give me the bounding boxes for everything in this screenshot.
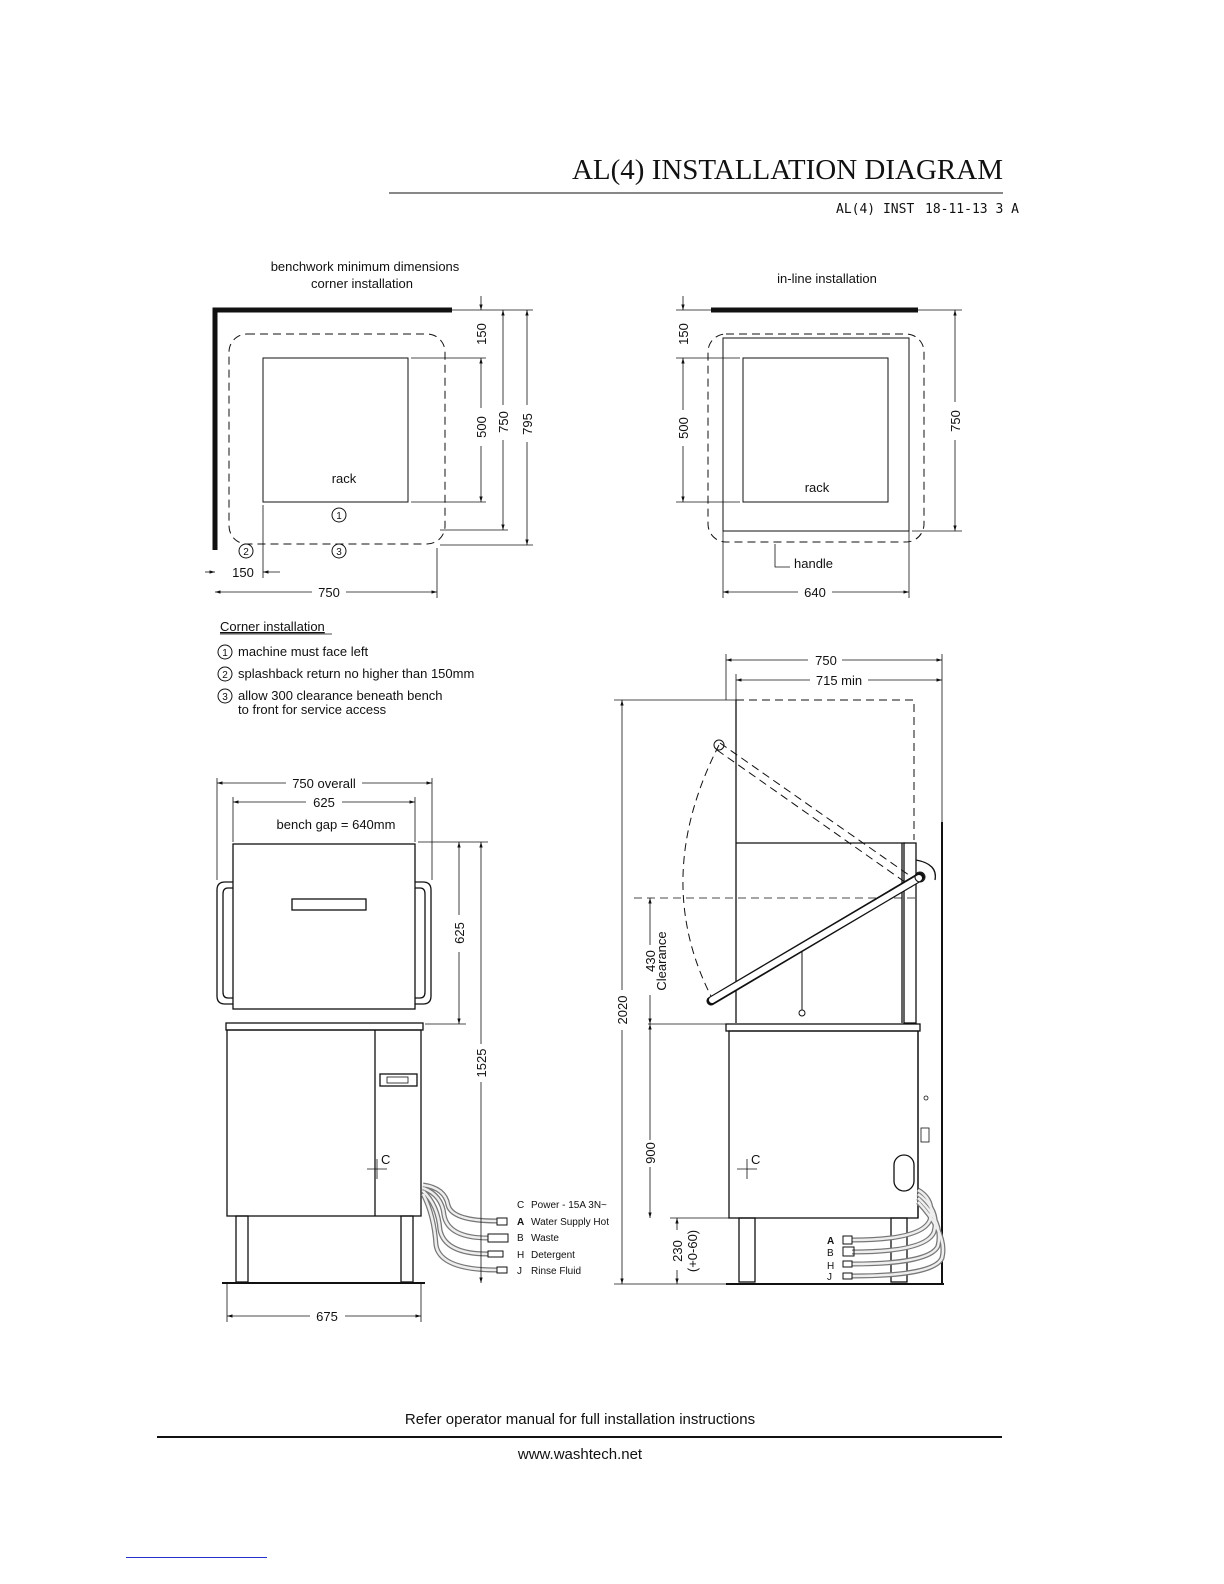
control-display: [387, 1077, 408, 1083]
corner-installation-notes: [218, 619, 474, 717]
front-conn-label-j: Rinse Fluid: [531, 1266, 582, 1277]
front-overall-dim-value: 750 overall: [292, 776, 356, 791]
side-conn-code-h: H: [827, 1261, 835, 1272]
front-left-leg: [236, 1216, 248, 1282]
marker-1-number: 1: [336, 511, 342, 522]
side-rear-leg: [739, 1218, 755, 1282]
side-cabinet: [729, 1031, 918, 1218]
top-dim-value: 150: [474, 323, 489, 345]
left-side-handle: [217, 882, 233, 1004]
note-2-text: splashback return no higher than 150mm: [238, 666, 475, 681]
page-title: AL(4) INSTALLATION DIAGRAM: [571, 154, 1003, 186]
front-conn-code-j: J: [517, 1266, 522, 1277]
side-bench-top: [726, 1024, 920, 1031]
front-height-dim-value: 1525: [474, 1048, 489, 1078]
side-width-dim-value: 750: [815, 653, 837, 668]
side-screw: [924, 1096, 928, 1100]
inline-depth-dim-value: 750: [948, 410, 963, 432]
inline-rack-label: rack: [804, 480, 830, 495]
side-conn-code-b: B: [827, 1248, 834, 1259]
side-min-dim-value: 715 min: [815, 673, 863, 688]
front-hood-dim-value: 625: [452, 922, 467, 944]
hood-swing-arc: [683, 745, 719, 1000]
wash-arm-nozzle: [799, 1010, 805, 1016]
rack-dim-value: 500: [474, 416, 489, 438]
front-conn-code-b: B: [517, 1233, 524, 1244]
notes-heading: Corner installation: [220, 619, 325, 634]
handle-label: handle: [794, 556, 834, 571]
note-1-text: machine must face left: [238, 644, 369, 659]
side-hoses: [843, 1190, 943, 1279]
side-bench-dim-value: 900: [643, 1142, 658, 1164]
side-valve: [921, 1128, 929, 1142]
front-elevation: [217, 776, 609, 1324]
front-conn-label-b: Waste: [531, 1233, 559, 1244]
footer-note: Refer operator manual for full installation instructions: [404, 1411, 756, 1428]
note-3-text-line2: to front for service access: [238, 702, 387, 717]
front-conn-label-a: Water Supply Hot: [531, 1217, 609, 1228]
side-conn-code-j: J: [827, 1272, 832, 1283]
side-conn-code-a: A: [827, 1236, 835, 1247]
bench-gap-label: bench gap = 640mm: [276, 817, 396, 832]
marker-3-number: 3: [336, 547, 342, 558]
front-base-dim-value: 675: [316, 1309, 338, 1324]
splash-dim-value: 150: [232, 565, 254, 580]
front-conn-code-h: H: [517, 1250, 525, 1261]
corner-caption-line2: corner installation: [311, 276, 413, 291]
hood-handle-slot: [292, 899, 366, 910]
hood-arm-inner: [712, 878, 919, 1000]
bench-top: [226, 1023, 423, 1030]
depth-dim-value: 750: [496, 411, 511, 433]
note-2-number: 2: [222, 670, 228, 681]
left-side-handle-inner: [223, 888, 233, 998]
note-3-text: allow 300 clearance beneath bench: [238, 688, 443, 703]
page-edge-link-line: [126, 1557, 267, 1558]
front-conn-code-a: A: [517, 1217, 525, 1228]
side-clearance-label: Clearance: [654, 931, 669, 991]
front-power-label: C: [381, 1152, 391, 1167]
inline-rack-dim-value: 500: [676, 417, 691, 439]
front-inner-dim-value: 625: [313, 795, 335, 810]
hood: [233, 844, 415, 1009]
document-code: AL(4) INST: [836, 202, 915, 217]
open-hood-arm-bottom: [717, 750, 912, 887]
front-hoses: [423, 1185, 508, 1273]
side-legs-dim-value: 230: [670, 1240, 685, 1262]
inline-width-dim-value: 640: [804, 585, 826, 600]
side-hood-front: [904, 843, 916, 1023]
open-hood-outline: [736, 700, 914, 840]
corner-caption-line1: benchwork minimum dimensions: [270, 259, 460, 274]
note-3-number: 3: [222, 692, 228, 703]
side-clearance-dim-value: 430: [643, 950, 658, 972]
corner-installation-plan: [205, 259, 535, 600]
side-power-label: C: [751, 1152, 761, 1167]
front-conn-code-c: C: [517, 1200, 525, 1211]
inline-caption: in-line installation: [777, 271, 877, 286]
control-panel: [380, 1074, 417, 1086]
note-1-number: 1: [222, 648, 228, 659]
marker-2-number: 2: [243, 547, 249, 558]
side-legs-adjust: (+0-60): [685, 1229, 700, 1273]
handle-leader: [775, 544, 790, 567]
inline-installation-plan: [676, 271, 963, 600]
title-block: [389, 154, 1019, 217]
footer: [157, 1411, 1002, 1463]
footer-website[interactable]: www.washtech.net: [517, 1446, 643, 1463]
cabinet: [227, 1030, 421, 1216]
side-drain-port: [894, 1155, 914, 1191]
total-dim-value: 795: [520, 413, 535, 435]
side-elevation: [614, 653, 944, 1284]
rack-label: rack: [331, 471, 357, 486]
inline-machine-footprint: [708, 334, 924, 542]
right-side-handle-inner: [415, 888, 425, 998]
front-right-leg: [401, 1216, 413, 1282]
revision-code: 18-11-13 3 A: [925, 202, 1019, 217]
side-height-dim-value: 2020: [615, 995, 630, 1025]
inline-top-dim-value: 150: [676, 323, 691, 345]
right-side-handle: [415, 882, 431, 1004]
width-dim-value: 750: [318, 585, 340, 600]
open-hood-arm-top: [720, 743, 916, 880]
front-conn-label-c: Power - 15A 3N~: [531, 1200, 607, 1211]
front-conn-label-h: Detergent: [531, 1250, 575, 1261]
